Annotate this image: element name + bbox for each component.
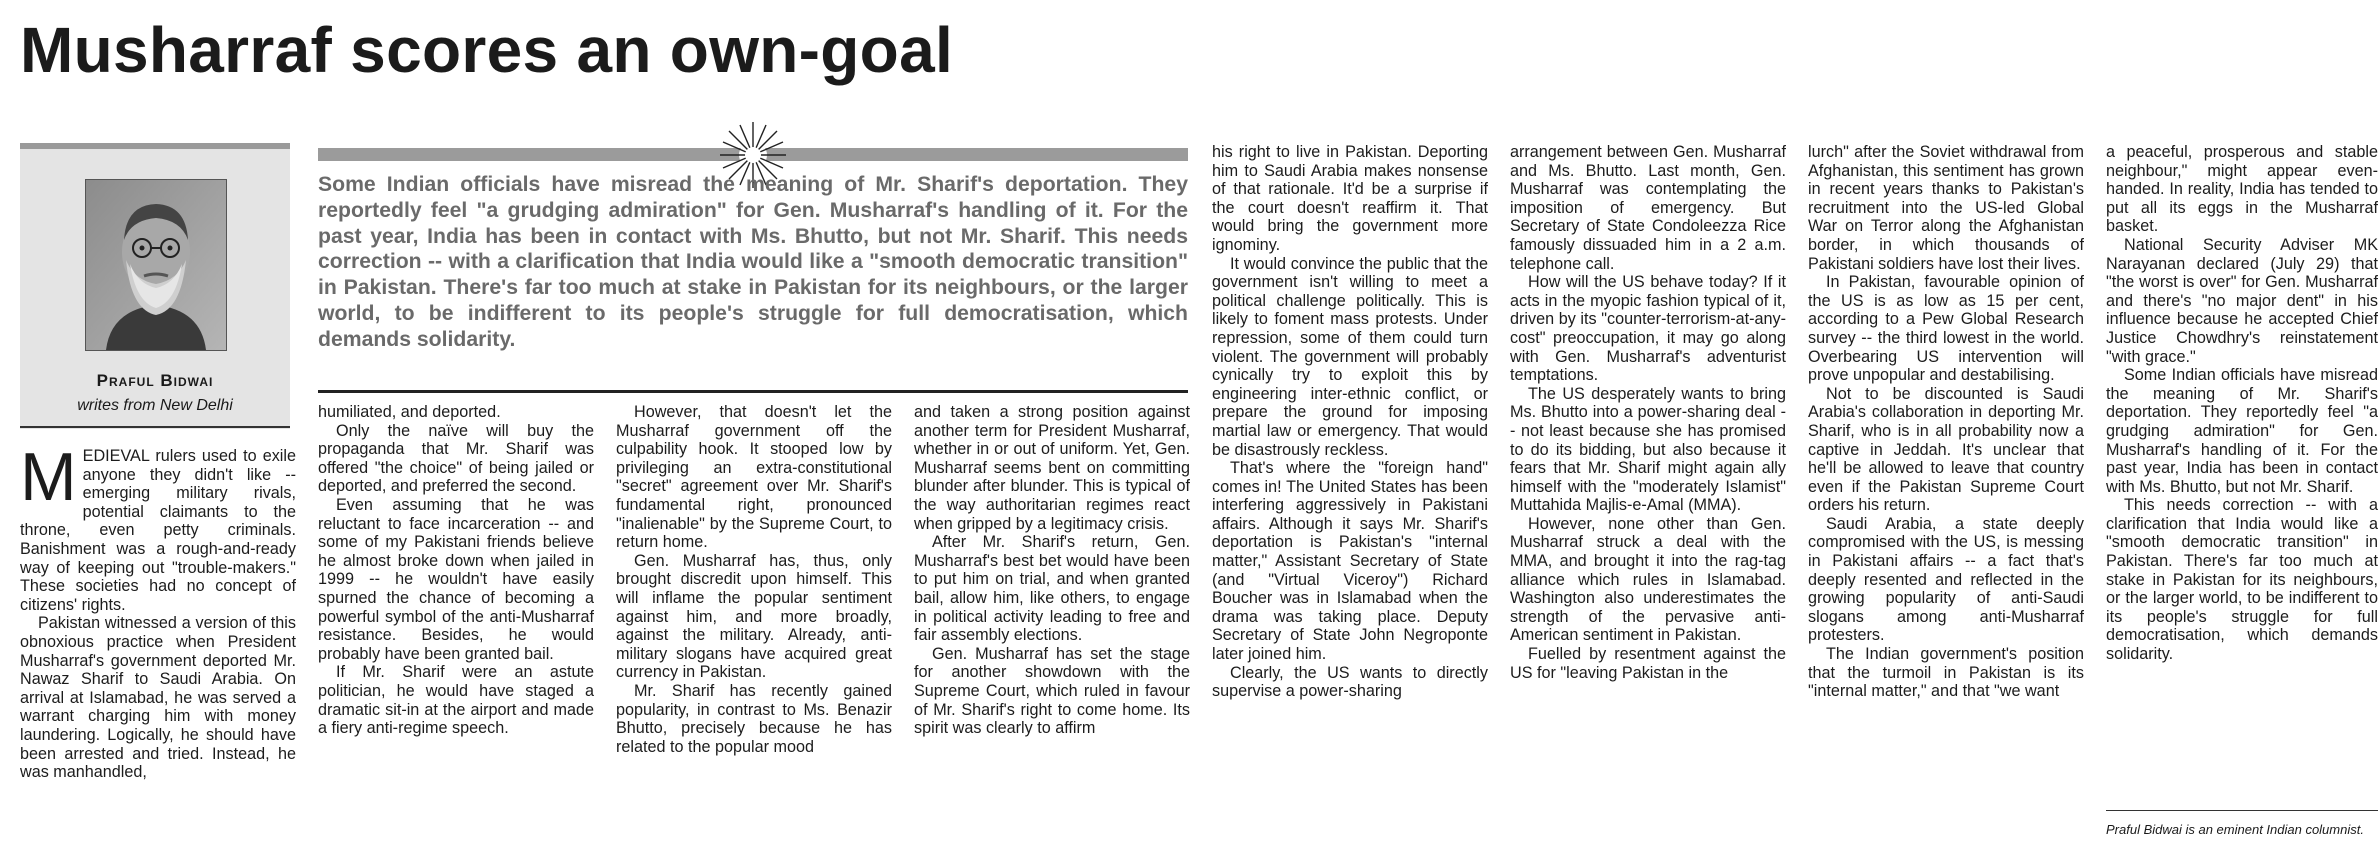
paragraph: arrangement between Gen. Musharraf and Ms. Bhutto. Last month, Gen. Musharraf was contemplating the imposition of emergency. But Secretary of State Condoleezza Rice famously dissuaded him in a 2 a.m. telephone call. — [1510, 143, 1786, 273]
paragraph: After Mr. Sharif's return, Gen. Musharraf's best bet would have been to put him on trial, and when granted bail, allow him, like others, to engage in political activity leading to free and fair assembly elections. — [914, 533, 1190, 645]
article-column-4 — [914, 403, 1190, 847]
byline-box — [20, 143, 290, 429]
article-column-2 — [318, 403, 594, 847]
paragraph — [20, 447, 296, 614]
paragraph: Only the naïve will buy the propaganda that Mr. Sharif was offered "the choice" of being jailed or deported, and preferred the second. — [318, 421, 594, 496]
headline: Musharraf scores an own-goal — [20, 14, 954, 86]
paragraph: a peaceful, prosperous and stable neighbour," might appear even-handed. In reality, India has tended to put all its eggs in the Musharraf basket. — [2106, 143, 2378, 236]
paragraph: That's where the "foreign hand" comes in! The United States has been interfering aggressively in Pakistani affairs. Although it says Mr. Sharif's deportation is Pakistan's "internal matter," Assistant Secretary of State (and "Virtual Viceroy") Richard Boucher was in Islamabad when the drama was taking place. Deputy Secretary of State John Negroponte later joined him. — [1212, 459, 1488, 664]
paragraph: Some Indian officials have misread the meaning of Mr. Sharif's deportation. They reportedly feel "a grudging admiration" for Gen. Musharraf's handling of it. For the past year, India has been in contact with Ms. Bhutto, but not Mr. Sharif. — [2106, 366, 2378, 496]
article-column-5 — [1212, 143, 1488, 847]
byline-rule — [20, 426, 290, 428]
paragraph: Pakistan witnessed a version of this obnoxious practice when President Musharraf's government deported Mr. Nawaz Sharif to Saudi Arabia. On arrival at Islamabad, he was served a warrant charging him with money laundering. Logically, he should have been arrested and tried. Instead, he was manhandled, — [20, 614, 296, 782]
article-column-7 — [1808, 143, 2084, 847]
author-name: Praful Bidwai — [96, 371, 214, 390]
article-column-1 — [20, 447, 296, 847]
paragraph: However, that doesn't let the Musharraf government off the culpability hook. It stooped low by privileging an extra-constitutional "secret" agreement over Mr. Sharif's fundamental right, pronounced "inalienable" by the Supreme Court, to return home. — [616, 403, 892, 552]
article-column-8 — [2106, 143, 2378, 783]
article-column-6 — [1510, 143, 1786, 847]
paragraph: This needs correction -- with a clarification that India would like a "smooth democratic transition" in Pakistan. There's far too much at stake in Pakistan for its neighbours, or the larger world, to be indifferent to its people's struggle for full democratisation, which demands solidarity. — [2106, 496, 2378, 664]
pullquote-rule — [318, 390, 1188, 393]
paragraph: lurch" after the Soviet withdrawal from Afghanistan, this sentiment has grown in recent years thanks to Pakistan's recruitment into the US-led Global War on Terror along the Afghanistan border, in which thousands of Pakistani soldiers have lost their lives. — [1808, 143, 2084, 273]
paragraph: In Pakistan, favourable opinion of the US is as low as 15 per cent, according to a Pew Global Research survey -- the third lowest in the world. Overbearing US intervention will prove unpopular and destabilising. — [1808, 273, 2084, 385]
paragraph: Gen. Musharraf has, thus, only brought discredit upon himself. This will inflame the popular sentiment against him, and more broadly, against the military. Already, anti-military slogans have acquired great currency in Pakistan. — [616, 551, 892, 682]
dateline: writes from New Delhi — [77, 397, 233, 414]
pullquote: Some Indian officials have misread the meaning of Mr. Sharif's deportation. They reportedly feel "a grudging admiration" for Gen. Musharraf's handling of it. For the past year, India has been in contact with Ms. Bhutto, but not Mr. Sharif. This needs correction -- with a clarification that India would like a "smooth democratic transition" in Pakistan. There's far too much at stake in Pakistan for its neighbours, or the larger world, to be indifferent to its people's struggle for full democratisation, which demands solidarity. — [318, 173, 1188, 351]
paragraph: National Security Adviser MK Narayanan declared (July 29) that "the worst is over" for Gen. Musharraf and there's "no major dent" in his influence because he accepted Chief Justice Chowdhry's reinstatement "with grace." — [2106, 235, 2378, 366]
paragraph: Clearly, the US wants to directly supervise a power-sharing — [1212, 663, 1488, 701]
paragraph-text: EDIEVAL rulers used to exile anyone they didn't like -- emerging military rivals, potential claimants to the throne, even petty criminals. Banishment was a rough-and-ready way of keeping out "trouble-makers." These societies had no concept of citizens' rights. — [20, 447, 296, 614]
paragraph: However, none other than Gen. Musharraf struck a deal with the MMA, and brought it into the rag-tag alliance which rules in Islamabad. Washington also underestimates the strength of the pervasive anti-American sentiment in Pakistan. — [1510, 514, 1786, 645]
paragraph: and taken a strong position against another term for President Musharraf, whether in or out of uniform. Yet, Gen. Musharraf seems bent on committing blunder after blunder. This is typical of the way authoritarian regimes react when gripped by a legitimacy crisis. — [914, 403, 1190, 533]
author-footnote: Praful Bidwai is an eminent Indian columnist. — [2106, 822, 2364, 837]
paragraph: How will the US behave today? If it acts in the myopic fashion typical of it, driven by its "counter-terrorism-at-any-cost" preoccupation, it may go along with Gen. Musharraf's adventurist temptations. — [1510, 273, 1786, 385]
drop-cap: M — [20, 447, 77, 515]
article-column-3 — [616, 403, 892, 847]
paragraph: If Mr. Sharif were an astute politician, he would have staged a dramatic sit-in at the airport and made a fiery anti-regime speech. — [318, 663, 594, 738]
paragraph: Fuelled by resentment against the US for "leaving Pakistan in the — [1510, 645, 1786, 682]
paragraph: The US desperately wants to bring Ms. Bhutto into a power-sharing deal -- not least because she has promised to do its bidding, but also because it fears that Mr. Sharif might again ally himself with the "moderately Islamist" Muttahida Majlis-e-Amal (MMA). — [1510, 384, 1786, 515]
author-portrait-image — [86, 180, 226, 350]
paragraph: Even assuming that he was reluctant to face incarceration -- and some of my Pakistani friends believe he almost broke down when jailed in 1999 -- he wouldn't have easily spurned the chance of becoming a powerful symbol of the anti-Musharraf resistance. Besides, he would probably have been granted bail. — [318, 495, 594, 663]
paragraph: Not to be discounted is Saudi Arabia's collaboration in deporting Mr. Sharif, who is in all probability now a captive in Jeddah. It's unclear that he'll be allowed to leave that country even if the Pakistan Supreme Court orders his return. — [1808, 384, 2084, 515]
paragraph: Mr. Sharif has recently gained popularity, in contrast to Ms. Benazir Bhutto, precisely because he has related to the popular mood — [616, 681, 892, 756]
paragraph: Saudi Arabia, a state deeply compromised with the US, is messing in Pakistani affairs -- a fact that's deeply resented and reflected in the growing popularity of anti-Saudi slogans among anti-Musharraf protesters. — [1808, 514, 2084, 645]
paragraph: Gen. Musharraf has set the stage for another showdown with the Supreme Court, which ruled in favour of Mr. Sharif's right to come home. Its spirit was clearly to affirm — [914, 644, 1190, 738]
footnote-rule — [2106, 810, 2378, 811]
paragraph: humiliated, and deported. — [318, 403, 501, 421]
paragraph: It would convince the public that the government isn't willing to meet a political challenge politically. This is likely to foment mass protests. Under repression, some of them could turn violent. The government will probably cynically try to exploit this by engineering inter-ethnic conflict, or prepare the ground for imposing martial law or emergency. That would be disastrously reckless. — [1212, 254, 1488, 459]
author-photo — [85, 179, 227, 351]
paragraph: his right to live in Pakistan. Deporting him to Saudi Arabia makes nonsense of that rationale. It'd be a surprise if the court doesn't reaffirm it. That would bring the government more ignominy. — [1212, 143, 1488, 254]
paragraph: The Indian government's position that the turmoil in Pakistan is its "internal matter," and that "we want — [1808, 645, 2084, 701]
